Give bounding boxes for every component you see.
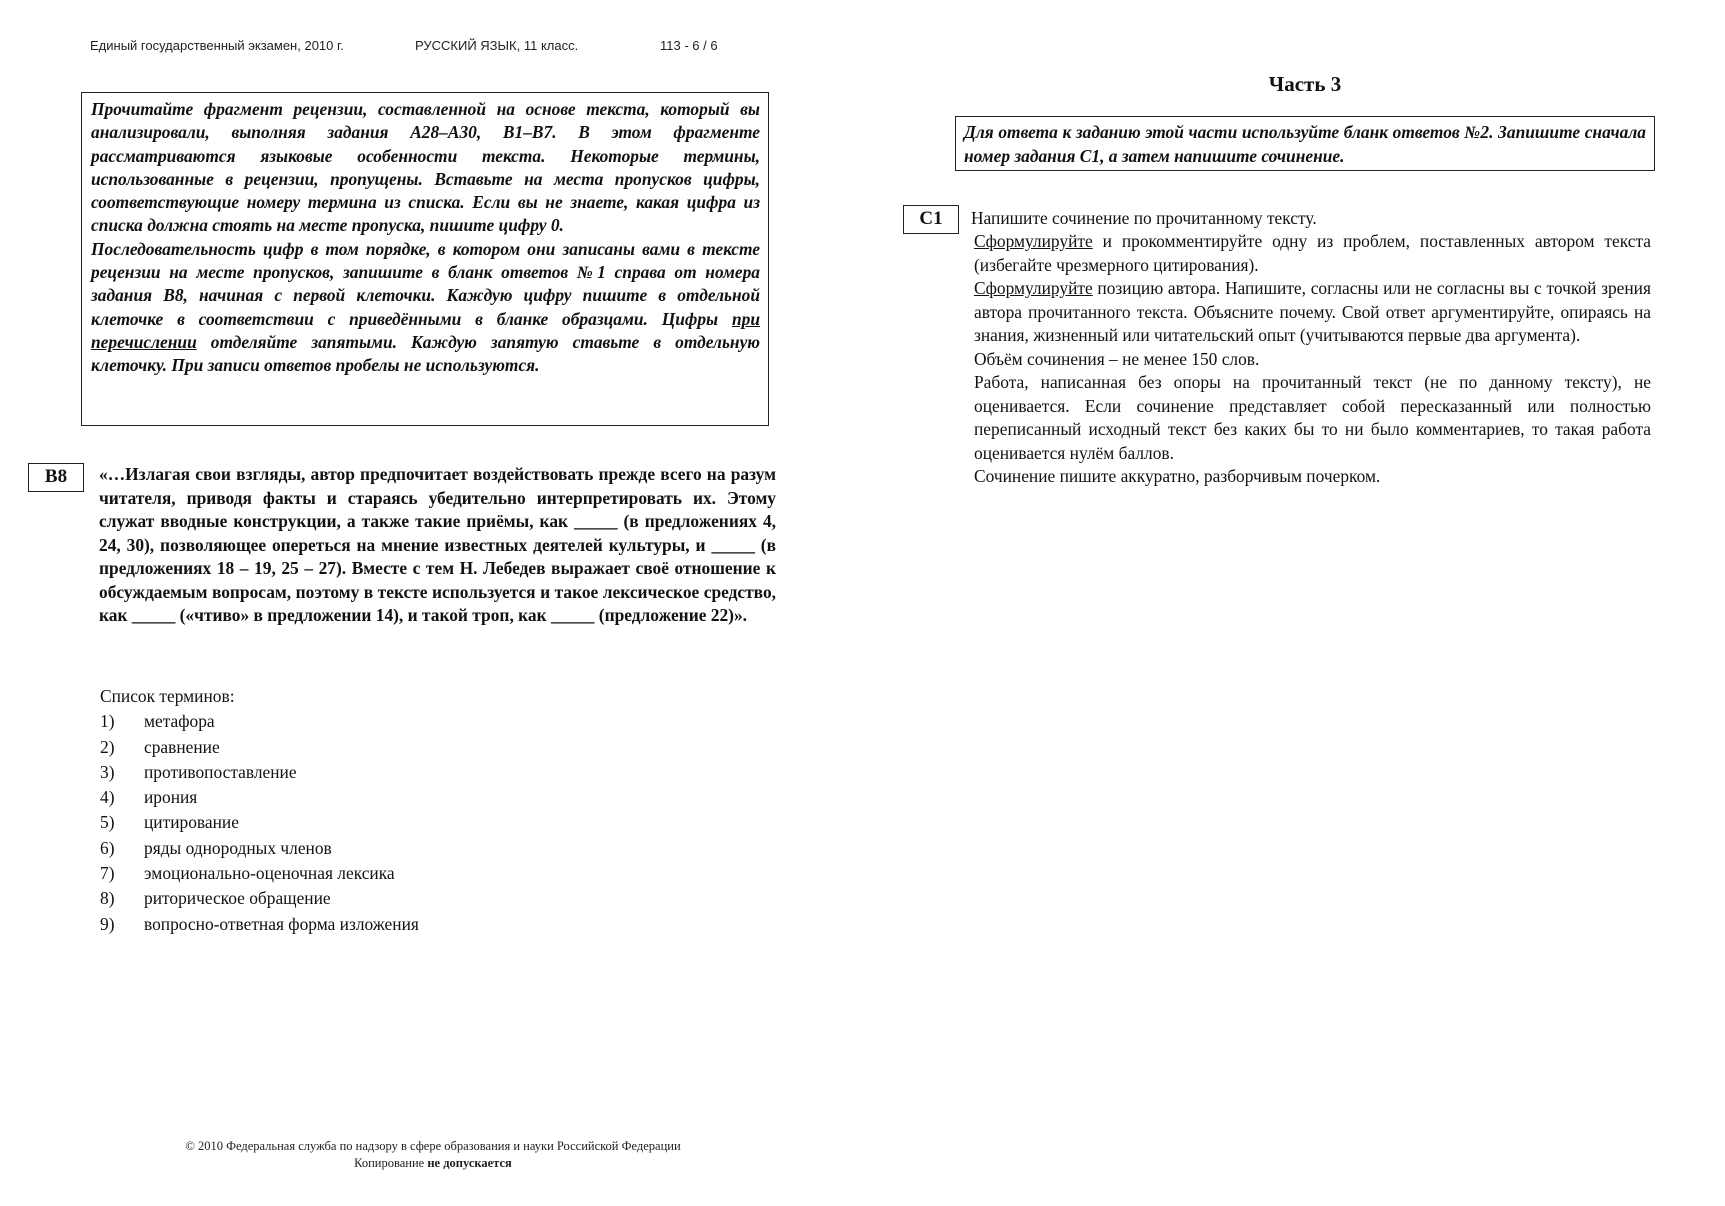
c1-paragraph-3: Объём сочинения – не менее 150 слов. [974, 348, 1260, 369]
term-item [100, 709, 660, 734]
footer-copy-notice [138, 1155, 728, 1172]
c1-paragraph-1 [971, 230, 1651, 277]
footer-copy-restriction: не допускается [427, 1156, 512, 1170]
term-item [100, 912, 660, 937]
page-number: 113 - 6 / 6 [660, 38, 718, 53]
terms-items [100, 709, 660, 937]
subject-title: РУССКИЙ ЯЗЫК, 11 класс. [415, 38, 579, 53]
c1-p1-verb: Сформулируйте [974, 231, 1093, 251]
page-header [90, 38, 718, 53]
term-number: 5) [100, 812, 115, 833]
term-text: ирония [144, 787, 198, 808]
term-item [100, 760, 660, 785]
part-3-instruction-box [955, 116, 1655, 171]
term-item [100, 785, 660, 810]
exam-title: Единый государственный экзамен, 2010 г. [90, 38, 344, 53]
term-item [100, 861, 660, 886]
c1-task-body [971, 230, 1651, 489]
c1-p2-rest: позицию автора. Напишите, согласны или не согласны вы с точкой зрения автора прочитанного текста. Объясните почему. Свой ответ аргументируйте, опираясь на знания, жизненный или читательский опыт (учитываются первые два аргумента). [974, 278, 1651, 345]
term-text: цитирование [144, 812, 239, 833]
term-item [100, 735, 660, 760]
task-label-b8: В8 [28, 463, 84, 492]
part-3-instruction: Для ответа к заданию этой части используйте бланк ответов №2. Запишите сначала номер задания С1, а затем напишите сочинение. [964, 122, 1646, 166]
term-text: ряды однородных членов [144, 837, 332, 858]
instructions-paragraph-2 [91, 238, 760, 378]
c1-p2-verb: Сформулируйте [974, 278, 1093, 298]
term-text: метафора [144, 711, 215, 732]
footer-copyright: © 2010 Федеральная служба по надзору в сфере образования и науки Российской Федерации [185, 1139, 681, 1153]
instructions-p2-end: отделяйте запятыми. Каждую запятую ставьте в отдельную клеточку. При записи ответов пробелы не используются. [91, 331, 760, 376]
c1-intro: Напишите сочинение по прочитанному тексту. [971, 208, 1317, 228]
b8-instructions-box [81, 92, 769, 426]
instructions-p2-start: Последовательность цифр в том порядке, в котором они записаны вами в тексте рецензии на месте пропусков, запишите в бланк ответов №1 справа от номера задания В8, начиная с первой клеточки. Каждую цифру пишите в отдельной клеточке в соответствии с приведёнными в бланке образцами. Цифры [91, 238, 760, 329]
c1-p1-rest: и прокомментируйте одну из проблем, поставленных автором текста (избегайте чрезмерного цитирования). [974, 231, 1651, 275]
term-text: риторическое обращение [144, 888, 331, 909]
terms-list [100, 684, 660, 937]
term-number: 6) [100, 837, 115, 858]
c1-paragraph-2 [971, 277, 1651, 348]
b8-review-text: «…Излагая свои взгляды, автор предпочитает воздействовать прежде всего на разум читателя, приводя факты и стараясь убедительно интерпретировать их. Этому служат вводные конструкции, а также такие приёмы, как _____ (в предложениях 4, 24, 30), позволяющее опереться на мнение известных деятелей культуры, и _____ (в предложениях 18 – 19, 25 – 27). Вместе с тем Н. Лебедев выражает своё отношение к обсуждаемым вопросам, поэтому в тексте используется и такое лексическое средство, как _____ («чтиво» в предложении 14), и такой троп, как _____ (предложение 22)». [99, 464, 776, 625]
part-3-title: Часть 3 [1268, 72, 1342, 96]
terms-list-title: Список терминов: [100, 686, 235, 706]
instructions-p2-underlined: при перечислении [91, 308, 760, 352]
term-item [100, 810, 660, 835]
term-number: 1) [100, 711, 115, 732]
term-number: 3) [100, 761, 115, 782]
c1-paragraph-5: Сочинение пишите аккуратно, разборчивым почерком. [974, 466, 1381, 486]
term-item [100, 836, 660, 861]
term-number: 8) [100, 888, 115, 909]
term-text: противопоставление [144, 761, 297, 782]
term-text: вопросно-ответная форма изложения [144, 913, 419, 934]
term-number: 7) [100, 863, 115, 884]
footer-copy-label: Копирование [354, 1156, 425, 1170]
term-number: 9) [100, 913, 115, 934]
term-text: сравнение [144, 736, 220, 757]
page-footer [138, 1138, 728, 1172]
task-label-c1: С1 [903, 205, 959, 234]
instructions-paragraph-1: Прочитайте фрагмент рецензии, составленной на основе текста, который вы анализировали, выполняя задания А28–А30, В1–В7. В этом фрагменте рассматриваются языковые особенности текста. Некоторые термины, использованные в рецензии, пропущены. Вставьте на места пропусков цифры, соответствующие номеру термина из списка. Если вы не знаете, какая цифра из списка должна стоять на месте пропуска, пишите цифру 0. [91, 99, 760, 236]
term-text: эмоционально-оценочная лексика [144, 863, 395, 884]
term-item [100, 886, 660, 911]
c1-paragraph-4: Работа, написанная без опоры на прочитанный текст (не по данному тексту), не оценивается. Если сочинение представляет собой пересказанный или полностью переписанный исходный текст без каких бы то ни было комментариев, то такая работа оценивается нулём баллов. [974, 372, 1651, 463]
term-number: 2) [100, 736, 115, 757]
term-number: 4) [100, 787, 115, 808]
